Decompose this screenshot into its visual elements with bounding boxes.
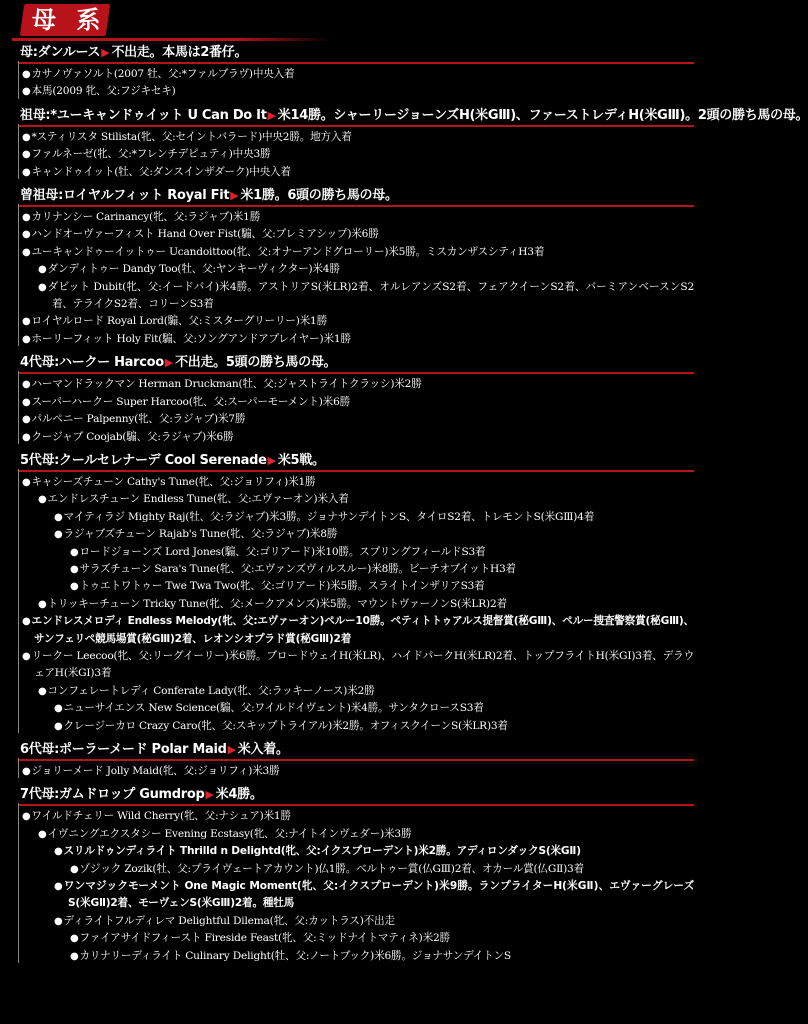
entry-list bbox=[18, 64, 694, 101]
pedigree-entry bbox=[18, 226, 694, 243]
pedigree-entry bbox=[18, 808, 694, 825]
pedigree-entry bbox=[18, 948, 694, 965]
entry-text: ファイアサイドフィースト Fireside Feast(牝、父:ミッドナイトマティネ)米2勝 bbox=[79, 932, 450, 945]
pedigree-entry bbox=[18, 261, 694, 278]
entry-text: ゾジック Zozik(牡、父:プライヴェートアカウント)仏1勝。ベルトゥー賞(仏GⅢ)2着、オカール賞(仏GⅡ)3着 bbox=[79, 862, 584, 875]
bullet-icon: ● bbox=[54, 881, 63, 893]
pedigree-content bbox=[18, 44, 808, 971]
pedigree-entry bbox=[18, 376, 694, 393]
section-heading-note: 米4勝。 bbox=[215, 787, 263, 803]
pedigree-entry bbox=[18, 429, 694, 446]
bullet-icon: ● bbox=[22, 86, 31, 98]
entry-text: リークー Leecoo(牝、父:リーグイーリー)米6勝。ブロードウェイH(米LR)、ハイドパークH(米LR)2着、トップフライトH(米GⅠ)3着、デラウェアH(米GⅠ)3着 bbox=[31, 649, 694, 680]
entry-text: ダンディトゥー Dandy Too(牡、父:ヤンキーヴィクター)米4勝 bbox=[47, 263, 340, 276]
entry-list bbox=[18, 127, 694, 181]
bullet-icon: ● bbox=[38, 494, 47, 506]
family-section bbox=[18, 44, 694, 101]
section-heading-note: 米入着。 bbox=[237, 742, 289, 757]
pedigree-entry bbox=[18, 718, 694, 735]
family-section bbox=[18, 107, 808, 181]
bullet-icon: ● bbox=[22, 396, 31, 408]
entry-list bbox=[18, 806, 694, 965]
bullet-icon: ● bbox=[38, 598, 47, 610]
bullet-icon: ● bbox=[22, 149, 31, 161]
entry-text: エンドレスチューン Endless Tune(牝、父:エヴァーオン)米入着 bbox=[47, 493, 349, 506]
bullet-icon: ● bbox=[54, 529, 63, 541]
section-heading-name: 4代母:ハークー Harcoo bbox=[20, 355, 164, 371]
pedigree-entry bbox=[18, 763, 694, 780]
pedigree-entry bbox=[18, 561, 694, 578]
bullet-icon: ● bbox=[70, 863, 79, 875]
red-arrow-icon: ▶ bbox=[205, 788, 214, 802]
bullet-icon: ● bbox=[22, 246, 31, 258]
pedigree-entry bbox=[18, 544, 694, 561]
section-heading bbox=[18, 107, 808, 127]
entry-text: *スティリスタ Stilista(牝、父:セイントバラード)中央2勝。地方入着 bbox=[31, 130, 352, 143]
pedigree-entry bbox=[18, 129, 694, 146]
bullet-icon: ● bbox=[22, 69, 31, 80]
bullet-icon: ● bbox=[22, 476, 31, 488]
pedigree-entry bbox=[18, 878, 694, 913]
bullet-icon: ● bbox=[22, 316, 31, 328]
pedigree-entry bbox=[18, 683, 694, 700]
pedigree-entry bbox=[18, 913, 694, 930]
entry-text: ジョリーメード Jolly Maid(牝、父:ジョリフィ)米3勝 bbox=[31, 765, 280, 777]
entry-text: カリナリーディライト Culinary Delight(牡、父:ノートブック)米6勝。ジョナサンデイトンS bbox=[79, 949, 511, 962]
entry-text: エンドレスメロディ Endless Melody(牝、父:エヴァーオン)ペルー10勝。ペティトトゥアルス提督賞(秘GⅢ)、ペルー捜査警察賞(秘GⅢ)、サンフェリペ競馬場賞(秘GⅢ)2着、レオンシオプラド賞(秘GⅢ)2着 bbox=[31, 615, 694, 645]
entry-text: ユーキャンドゥーイットゥー Ucandoittoo(牝、父:オナーアンドグローリー)米5勝。ミスカンザスシティH3着 bbox=[31, 245, 545, 258]
pedigree-entry bbox=[18, 648, 694, 683]
entry-text: ハンドオーヴァーフィスト Hand Over Fist(騸、父:プレミアシップ)米6勝 bbox=[31, 228, 379, 241]
pedigree-entry bbox=[18, 66, 694, 83]
pedigree-entry bbox=[18, 930, 694, 947]
entry-text: スリルドゥンディライト Thrilld n Delightd(牝、父:イクスプローデント)米2勝。アディロンダックS(米GⅡ) bbox=[63, 845, 581, 858]
family-section bbox=[18, 452, 694, 735]
bullet-icon: ● bbox=[38, 264, 47, 276]
entry-text: イヴニングエクスタシー Evening Ecstasy(牝、父:ナイトインヴェダー)米3勝 bbox=[47, 827, 412, 840]
entry-text: ファルネーゼ(牝、父:*フレンチデピュティ)中央3勝 bbox=[31, 148, 271, 161]
bullet-icon: ● bbox=[22, 766, 31, 777]
bullet-icon: ● bbox=[22, 811, 31, 823]
entry-text: キャシーズチューン Cathy's Tune(牝、父:ジョリフィ)米1勝 bbox=[31, 475, 316, 488]
red-arrow-icon: ▶ bbox=[227, 743, 236, 756]
entry-text: クージャブ Coojab(騸、父:ラジャブ)米6勝 bbox=[31, 430, 234, 443]
bullet-icon: ● bbox=[70, 950, 79, 962]
section-heading-name: 5代母:クールセレナーデ Cool Serenade bbox=[20, 452, 267, 468]
section-heading-name: 曾祖母:ロイヤルフィット Royal Fit bbox=[20, 188, 230, 204]
section-heading-note: 米5戦。 bbox=[277, 452, 325, 468]
pedigree-entry bbox=[18, 578, 694, 595]
pedigree-entry bbox=[18, 526, 694, 543]
pedigree-entry bbox=[18, 313, 694, 330]
entry-text: サラズチューン Sara's Tune(牝、父:エヴァンズヴィルスルー)米8勝。ビーチオブイットH3着 bbox=[79, 562, 516, 575]
bullet-icon: ● bbox=[22, 616, 31, 628]
section-heading-name: 母:ダンルース bbox=[20, 45, 101, 60]
pedigree-entry bbox=[18, 700, 694, 717]
entry-list bbox=[18, 374, 694, 446]
pedigree-entry bbox=[18, 843, 694, 860]
bullet-icon: ● bbox=[54, 915, 63, 927]
entry-text: ハーマンドラックマン Herman Druckman(牡、父:ジャストライトクラッシ)米2勝 bbox=[31, 378, 422, 391]
entry-text: カリナンシー Carinancy(牝、父:ラジャブ)米1勝 bbox=[31, 211, 261, 224]
entry-text: パルペニー Palpenny(牝、父:ラジャブ)米7勝 bbox=[31, 413, 246, 426]
entry-text: トゥエトワトゥー Twe Twa Two(牝、父:ゴリアード)米5勝。スライトインザリアS3着 bbox=[79, 580, 485, 593]
title-banner bbox=[0, 0, 700, 44]
family-section bbox=[18, 187, 694, 348]
title-underline bbox=[12, 38, 332, 41]
bullet-icon: ● bbox=[70, 933, 79, 945]
pedigree-entry bbox=[18, 596, 694, 613]
pedigree-entry bbox=[18, 861, 694, 878]
entry-text: ニューサイエンス New Science(騸、父:ワイルドイヴェント)米4勝。サンタクロースS3着 bbox=[63, 702, 484, 715]
bullet-icon: ● bbox=[22, 431, 31, 443]
entry-text: ラジャブズチューン Rajab's Tune(牝、父:ラジャブ)米8勝 bbox=[63, 528, 338, 541]
entry-text: ワンマジックモーメント One Magic Moment(牝、父:イクスプローデント)米9勝。ランプライターH(米GⅡ)、エヴァーグレーズS(米GⅡ)2着、モーヴェンS(米GⅢ)2着。種牡馬 bbox=[63, 880, 694, 910]
entry-text: マイティラジ Mighty Raj(牡、父:ラジャブ)米3勝。ジョナサンデイトンS、タイロS2着、トレモントS(米GⅢ)4着 bbox=[63, 510, 595, 523]
section-heading-note: 不出走。5頭の勝ち馬の母。 bbox=[175, 355, 337, 371]
family-section bbox=[18, 354, 694, 446]
bullet-icon: ● bbox=[54, 720, 63, 732]
section-heading bbox=[18, 741, 694, 761]
section-heading-name: 祖母:*ユーキャンドゥイット U Can Do It bbox=[20, 107, 267, 123]
bullet-icon: ● bbox=[70, 581, 79, 593]
pedigree-entry bbox=[18, 83, 694, 100]
red-arrow-icon: ▶ bbox=[164, 356, 174, 370]
section-heading-name: 6代母:ポーラーメード Polar Maid bbox=[20, 742, 227, 757]
entry-text: ディライトフルディレマ Delightful Dilema(牝、父:カットラス)不出走 bbox=[63, 914, 395, 927]
entry-text: ダビット Dubit(牝、父:イードバイ)米4勝。アストリアS(米LR)2着、オルレアンズS2着、フェアクイーンS2着、バーミアンベースンS2着、テライクS2着、コリーンS3着 bbox=[47, 280, 695, 311]
entry-text: ロイヤルロード Royal Lord(騸、父:ミスターグリーリー)米1勝 bbox=[31, 315, 327, 328]
bullet-icon: ● bbox=[22, 379, 31, 391]
pedigree-entry bbox=[18, 826, 694, 843]
bullet-icon: ● bbox=[22, 131, 31, 143]
bullet-icon: ● bbox=[22, 212, 31, 224]
entry-text: 本馬(2009 牝、父:フジキセキ) bbox=[31, 85, 176, 98]
section-heading bbox=[18, 354, 694, 374]
entry-text: クレージーカロ Crazy Caro(牝、父:スキップトライアル)米2勝。オフィスクイーンS(米LR)3着 bbox=[63, 719, 508, 732]
family-section bbox=[18, 741, 694, 780]
pedigree-entry bbox=[18, 394, 694, 411]
bullet-icon: ● bbox=[54, 511, 63, 523]
red-arrow-icon: ▶ bbox=[230, 189, 239, 203]
entry-text: トリッキーチューン Tricky Tune(牝、父:メークアメンズ)米5勝。マウントヴァーノンS(米LR)2着 bbox=[47, 597, 507, 610]
entry-list bbox=[18, 472, 694, 735]
section-heading-note: 不出走。本馬は2番仔。 bbox=[111, 45, 248, 60]
entry-text: コンフェレートレディ Conferate Lady(牝、父:ラッキーノース)米2勝 bbox=[47, 684, 375, 697]
entry-text: ロードジョーンズ Lord Jones(騸、父:ゴリアード)米10勝。スプリングフィールドS3着 bbox=[79, 545, 486, 558]
pedigree-entry bbox=[18, 509, 694, 526]
entry-text: カサノヴァソルト(2007 牡、父:*ファルブラヴ)中央入着 bbox=[31, 68, 295, 80]
bullet-icon: ● bbox=[22, 414, 31, 426]
entry-text: ホーリーフィット Holy Fit(騸、父:ソングアンドアプレイヤー)米1勝 bbox=[31, 332, 351, 345]
section-heading-note: 米14勝。シャーリージョーンズH(米GⅢ)、ファーストレディH(米GⅢ)。2頭の勝ち馬の母。 bbox=[277, 107, 808, 123]
pedigree-entry bbox=[18, 613, 694, 648]
pedigree-entry bbox=[18, 411, 694, 428]
pedigree-entry bbox=[18, 146, 694, 163]
bullet-icon: ● bbox=[22, 333, 31, 345]
entry-list bbox=[18, 761, 694, 780]
bullet-icon: ● bbox=[38, 685, 47, 697]
bullet-icon: ● bbox=[70, 563, 79, 575]
entry-list bbox=[18, 207, 694, 348]
bullet-icon: ● bbox=[22, 166, 31, 178]
bullet-icon: ● bbox=[70, 546, 79, 558]
pedigree-entry bbox=[18, 331, 694, 348]
section-heading bbox=[18, 44, 694, 64]
entry-text: スーパーハークー Super Harcoo(牝、父:スーパーモーメント)米6勝 bbox=[31, 395, 351, 408]
bullet-icon: ● bbox=[54, 703, 63, 715]
entry-text: ワイルドチェリー Wild Cherry(牝、父:ナシュア)米1勝 bbox=[31, 810, 291, 823]
red-arrow-icon: ▶ bbox=[267, 453, 276, 467]
section-heading bbox=[18, 187, 694, 207]
bullet-icon: ● bbox=[38, 828, 47, 840]
family-section bbox=[18, 786, 694, 965]
pedigree-entry bbox=[18, 279, 694, 314]
red-arrow-icon: ▶ bbox=[267, 108, 276, 122]
pedigree-entry bbox=[18, 474, 694, 491]
pedigree-entry bbox=[18, 491, 694, 508]
section-heading-note: 米1勝。6頭の勝ち馬の母。 bbox=[240, 188, 398, 204]
page-title: 母 系 bbox=[32, 6, 107, 34]
pedigree-entry bbox=[18, 164, 694, 181]
pedigree-entry bbox=[18, 244, 694, 261]
pedigree-entry bbox=[18, 209, 694, 226]
section-heading-name: 7代母:ガムドロップ Gumdrop bbox=[20, 787, 205, 803]
bullet-icon: ● bbox=[22, 229, 31, 241]
entry-text: キャンドゥイット(牡、父:ダンスインザダーク)中央入着 bbox=[31, 165, 291, 178]
section-heading bbox=[18, 786, 694, 806]
bullet-icon: ● bbox=[38, 281, 47, 293]
bullet-icon: ● bbox=[22, 650, 31, 662]
red-arrow-icon: ▶ bbox=[101, 46, 110, 59]
section-heading bbox=[18, 452, 694, 472]
bullet-icon: ● bbox=[54, 846, 63, 858]
